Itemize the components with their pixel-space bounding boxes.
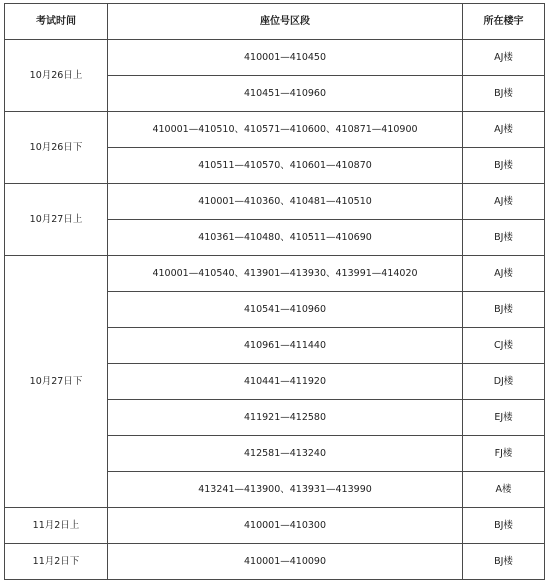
seat-range-cell: 410961—411440: [108, 328, 463, 364]
seat-range-cell: 410541—410960: [108, 292, 463, 328]
building-cell: BJ楼: [463, 292, 545, 328]
exam-time-cell: 11月2日下: [5, 544, 108, 580]
table-row: [5, 40, 545, 76]
table-row: [5, 184, 545, 220]
seat-range-cell: 411921—412580: [108, 400, 463, 436]
seat-range-cell: 410511—410570、410601—410870: [108, 148, 463, 184]
seat-range-cell: 410001—410090: [108, 544, 463, 580]
exam-time-cell: 10月26日上: [5, 40, 108, 112]
seat-range-cell: 413241—413900、413931—413990: [108, 472, 463, 508]
header-exam-time: 考试时间: [5, 4, 108, 40]
seat-range-cell: 412581—413240: [108, 436, 463, 472]
seat-range-cell: 410001—410450: [108, 40, 463, 76]
building-cell: BJ楼: [463, 544, 545, 580]
building-cell: AJ楼: [463, 184, 545, 220]
building-cell: A楼: [463, 472, 545, 508]
building-cell: CJ楼: [463, 328, 545, 364]
building-cell: AJ楼: [463, 256, 545, 292]
seat-range-cell: 410361—410480、410511—410690: [108, 220, 463, 256]
building-cell: BJ楼: [463, 76, 545, 112]
seat-range-cell: 410451—410960: [108, 76, 463, 112]
seat-range-cell: 410001—410510、410571—410600、410871—410900: [108, 112, 463, 148]
exam-time-cell: 10月27日上: [5, 184, 108, 256]
table-row: [5, 112, 545, 148]
building-cell: FJ楼: [463, 436, 545, 472]
header-seat-range: 座位号区段: [108, 4, 463, 40]
seat-range-cell: 410001—410300: [108, 508, 463, 544]
building-cell: EJ楼: [463, 400, 545, 436]
building-cell: DJ楼: [463, 364, 545, 400]
building-cell: BJ楼: [463, 220, 545, 256]
exam-time-cell: 10月27日下: [5, 256, 108, 508]
building-cell: BJ楼: [463, 148, 545, 184]
table-row: [5, 508, 545, 544]
building-cell: AJ楼: [463, 40, 545, 76]
building-cell: AJ楼: [463, 112, 545, 148]
building-cell: BJ楼: [463, 508, 545, 544]
seat-range-cell: 410441—411920: [108, 364, 463, 400]
table-row: [5, 544, 545, 580]
exam-seat-table: [4, 3, 545, 580]
table-row: [5, 256, 545, 292]
seat-range-cell: 410001—410360、410481—410510: [108, 184, 463, 220]
table-header-row: [5, 4, 545, 40]
seat-range-cell: 410001—410540、413901—413930、413991—414020: [108, 256, 463, 292]
exam-time-cell: 10月26日下: [5, 112, 108, 184]
header-building: 所在楼宇: [463, 4, 545, 40]
exam-time-cell: 11月2日上: [5, 508, 108, 544]
